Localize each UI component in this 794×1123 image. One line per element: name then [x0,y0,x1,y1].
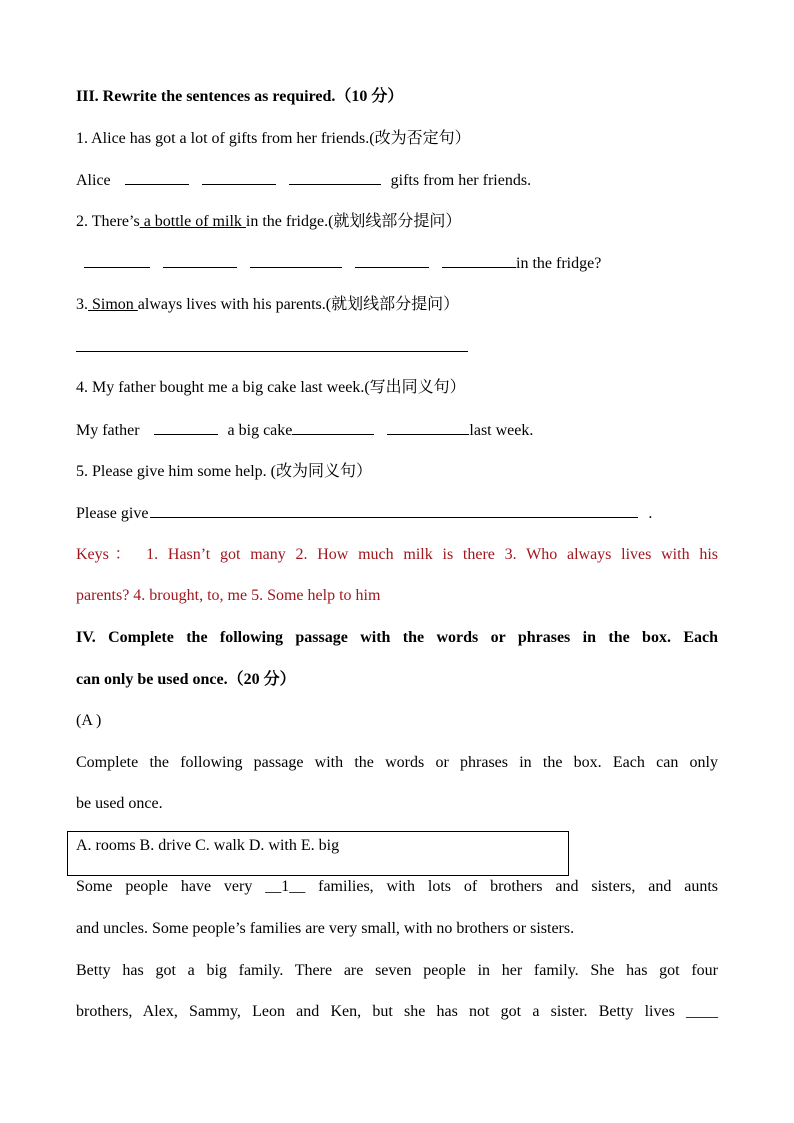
passage-line: Some people have very __1__ families, with lots of brothers and sisters, and aunts [76,878,718,895]
question-2-pre: 2. There’s [76,213,140,230]
underlined-phrase: Simon [88,296,138,313]
question-5-answer-line [76,503,652,524]
instructions-line-2: be used once. [76,795,163,812]
answer-blank[interactable] [387,420,469,435]
question-5-tail: . [648,505,653,522]
answer-blank[interactable] [150,503,638,518]
section-4-title-line-2: can only be used once.（20 分） [76,671,296,688]
answer-blank[interactable] [292,420,374,435]
answer-keys-line-2: parents? 4. brought, to, me 5. Some help to him [76,587,381,604]
answer-blank[interactable] [250,253,342,268]
question-4-answer-line [76,420,533,441]
passage-line: Betty has got a big family. There are seven people in her family. She has got four [76,962,718,979]
answer-keys-line-1: Keys： 1. Hasn’t got many 2. How much milk is there 3. Who always lives with his [76,546,718,563]
question-1-tail: gifts from her friends. [390,172,532,189]
section-3-title: III. Rewrite the sentences as required.（10 分） [76,88,404,105]
question-3-answer-line [76,337,468,358]
passage-line: brothers, Alex, Sammy, Leon and Ken, but she has not got a sister. Betty lives ____ [76,1003,718,1020]
section-4-title-line-1: IV. Complete the following passage with the words or phrases in the box. Each [76,629,718,646]
question-1-answer-line [76,170,531,191]
instructions-line-1: Complete the following passage with the words or phrases in the box. Each can only [76,754,718,771]
question-3-post: always lives with his parents.(就划线部分提问） [137,296,460,313]
question-4-lead: My father [76,422,140,439]
question-4-mid: a big cake [227,422,293,439]
answer-blank[interactable] [76,337,468,352]
answer-blank[interactable] [289,170,381,185]
answer-blank[interactable] [84,253,150,268]
question-3-pre: 3. [76,296,88,313]
part-label: (A ) [76,712,102,729]
question-2-tail: in the fridge? [516,255,602,272]
question-2-post: in the fridge.(就划线部分提问） [245,213,462,230]
answer-blank[interactable] [154,420,218,435]
answer-blank[interactable] [125,170,189,185]
answer-blank[interactable] [442,253,516,268]
answer-blank[interactable] [355,253,429,268]
question-2-prompt [76,212,461,232]
question-1-lead: Alice [76,172,111,189]
underlined-phrase: a bottle of milk [139,213,246,230]
question-4-prompt: 4. My father bought me a big cake last week.(写出同义句） [76,379,466,396]
answer-blank[interactable] [202,170,276,185]
passage-line: and uncles. Some people’s families are very small, with no brothers or sisters. [76,920,575,937]
question-4-tail: last week. [469,422,534,439]
word-box-text: A. rooms B. drive C. walk D. with E. big [76,837,340,854]
question-2-answer-line [84,253,601,274]
question-1-prompt: 1. Alice has got a lot of gifts from her friends.(改为否定句） [76,130,471,147]
question-5-prompt: 5. Please give him some help. (改为同义句） [76,463,372,480]
question-3-prompt [76,295,459,315]
question-5-lead: Please give [76,505,149,522]
answer-blank[interactable] [163,253,237,268]
